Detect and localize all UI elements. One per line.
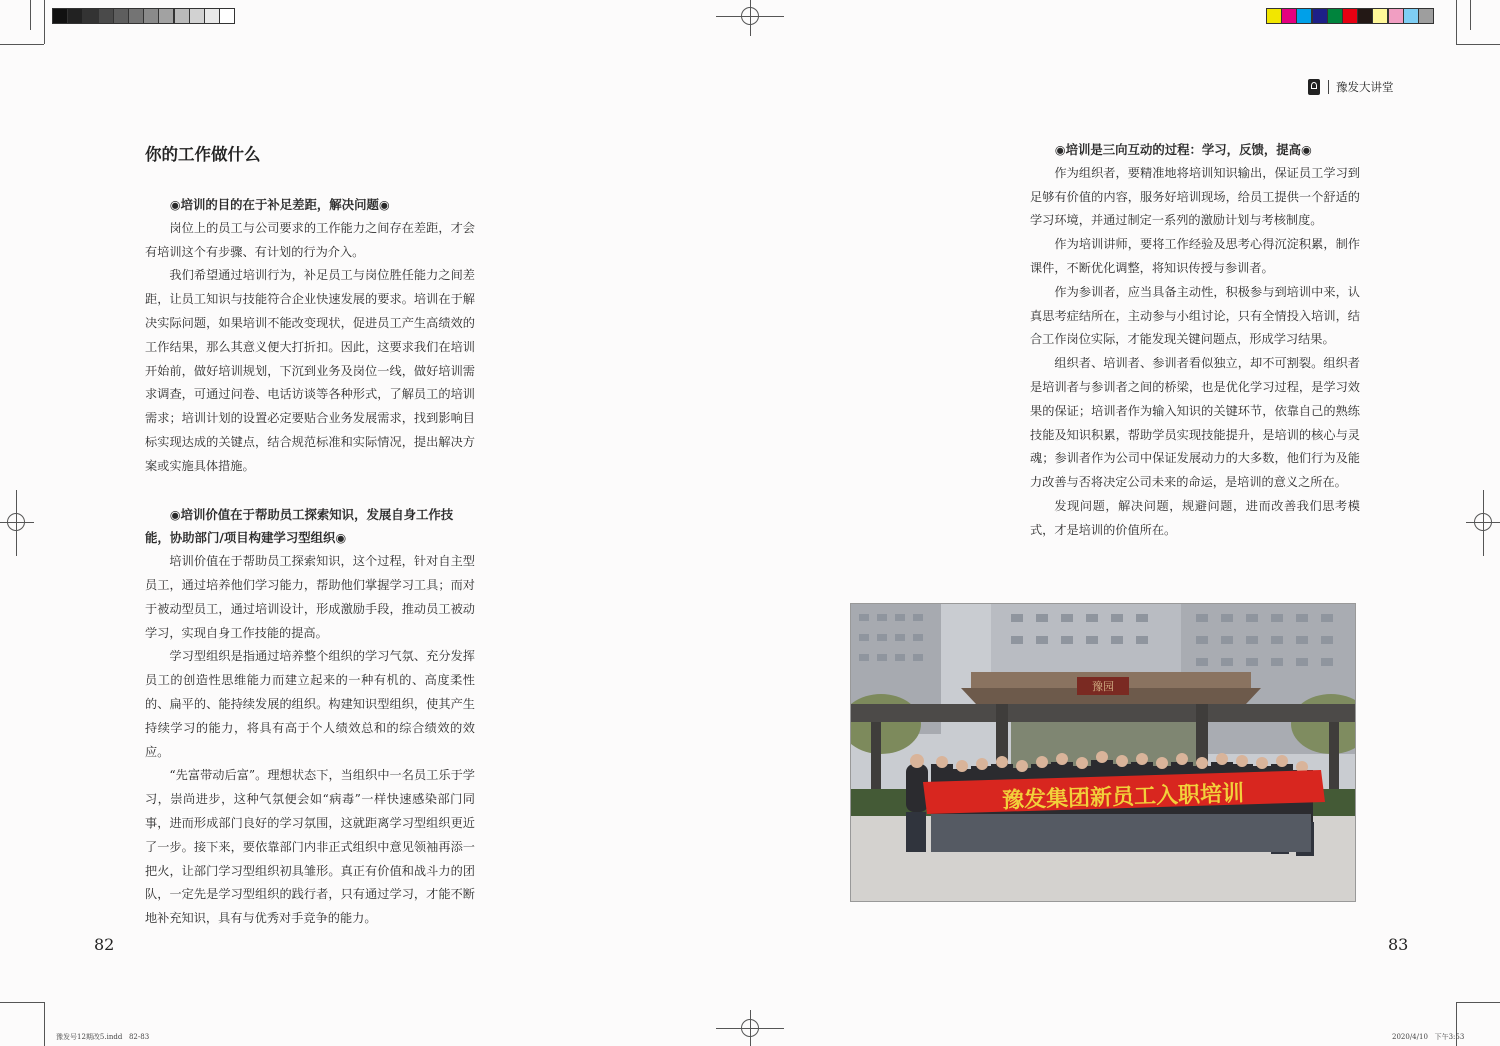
paragraph: 我们希望通过培训行为，补足员工与岗位胜任能力之间差距，让员工知识与技能符合企业快速发展的要求。培训在于解决实际问题，如果培训不能改变现状，促进员工产生高绩效的工作结果，那么其意义便大打折扣。因此，这要求我们在培训开始前，做好培训规划，下沉到业务及岗位一线，做好培训需求调查，可通过问卷、电话访谈等各种形式，了解员工的培训需求；培训计划的设置必定要贴合业务发展需求，找到影响目标实现达成的关键点，结合规范标准和实际情况，提出解决方案或实施具体措施。	[145, 268, 475, 473]
color-swatch	[82, 8, 98, 24]
brand-name: 豫发大讲堂	[1336, 80, 1394, 94]
color-swatch	[189, 8, 205, 24]
color-swatch	[52, 8, 68, 24]
page-number-right: 83	[1388, 935, 1409, 954]
paragraph: 作为培训讲师，要将工作经验及思考心得沉淀积累，制作课件，不断优化调整，将知识传授与参训者。	[1030, 237, 1360, 275]
left-column	[145, 193, 475, 931]
paragraph: 发现问题，解决问题，规避问题，进而改善我们思考模式，才是培训的价值所在。	[1030, 498, 1360, 537]
color-swatch	[113, 8, 129, 24]
group-photo	[850, 603, 1356, 902]
paragraph: 学习型组织是指通过培养整个组织的学习气氛、充分发挥员工的创造性思维能力而建立起来的一种有机的、高度柔性的、扁平的、能持续发展的组织。构建知识型组织，使其产生持续学习的能力，将具有高于个人绩效总和的综合绩效的效应。	[145, 649, 475, 759]
color-swatch	[1281, 8, 1297, 24]
header-brand	[1308, 78, 1394, 96]
color-swatch	[219, 8, 235, 24]
color-swatch	[1388, 8, 1404, 24]
brand-logo-icon	[1308, 79, 1320, 95]
color-swatch	[158, 8, 174, 24]
color-swatch	[1418, 8, 1434, 24]
color-swatch	[1403, 8, 1419, 24]
color-swatch	[143, 8, 159, 24]
color-swatch	[1327, 8, 1343, 24]
color-swatch	[67, 8, 83, 24]
section-heading: ◉培训是三向互动的过程：学习，反馈，提高◉	[1054, 142, 1312, 157]
paragraph: 作为参训者，应当具备主动性，积极参与到培训中来，认真思考症结所在，主动参与小组讨论，只有全情投入培训，结合工作岗位实际，才能发现关键问题点，形成学习结果。	[1030, 284, 1360, 347]
color-swatch	[1357, 8, 1373, 24]
color-swatch	[204, 8, 220, 24]
color-swatch	[174, 8, 190, 24]
paragraph: 组织者、培训者、参训者看似独立，却不可割裂。组织者是培训者与参训者之间的桥梁，也是优化学习过程，是学习效果的保证；培训者作为输入知识的关键环节，依靠自己的熟练技能及知识积累，帮助学员实现技能提升，是培训的核心与灵魂；参训者作为公司中保证发展动力的大多数，他们行为及能力改善与否将决定公司未来的命运，是培训的意义之所在。	[1030, 356, 1360, 490]
paragraph: 岗位上的员工与公司要求的工作能力之间存在差距，才会有培训这个有步骤、有计划的行为介入。	[145, 220, 475, 259]
photo-banner-text: 豫发集团新员工入职培训	[1001, 781, 1245, 814]
page-number-left: 82	[94, 935, 115, 954]
color-swatch	[1342, 8, 1358, 24]
paragraph: “先富带动后富”。理想状态下，当组织中一名员工乐于学习，崇尚进步，这种气氛便会如“病毒”一样快速感染部门同事，进而形成部门良好的学习氛围，这就距离学习型组织更近了一步。接下来，要依靠部门内非正式组织中意见领袖再添一把火，让部门学习型组织初具雏形。真正有价值和战斗力的团队，一定先是学习型组织的践行者，只有通过学习，才能不断地补充知识，具有与优秀对手竞争的能力。	[145, 768, 475, 926]
color-swatch	[98, 8, 114, 24]
paragraph: 培训价值在于帮助员工探索知识，这个过程，针对自主型员工，通过培养他们学习能力，帮助他们掌握学习工具；而对于被动型员工，通过培训设计，形成激励手段，推动员工被动学习，实现自身工作技能的提高。	[145, 554, 475, 640]
paragraph: 作为组织者，要精准地将培训知识输出，保证员工学习到足够有价值的内容，服务好培训现场，给员工提供一个舒适的学习环境，并通过制定一系列的激励计划与考核制度。	[1030, 165, 1360, 228]
color-swatch	[1266, 8, 1282, 24]
color-swatch	[1372, 8, 1388, 24]
file-info: 豫发号12期改5.indd 82-83	[56, 1033, 150, 1041]
gate-sign: 豫园	[1092, 680, 1114, 693]
color-swatch	[1312, 8, 1328, 24]
section-heading: ◉培训的目的在于补足差距，解决问题◉	[169, 197, 390, 212]
color-swatch	[128, 8, 144, 24]
right-column	[1030, 138, 1360, 543]
section-heading: ◉培训价值在于帮助员工探索知识，发展自身工作技能，协助部门/项目构建学习型组织◉	[145, 506, 454, 546]
color-swatch	[1296, 8, 1312, 24]
page-title: 你的工作做什么	[145, 145, 261, 164]
print-timestamp: 2020/4/10 下午3:53	[1392, 1033, 1465, 1041]
